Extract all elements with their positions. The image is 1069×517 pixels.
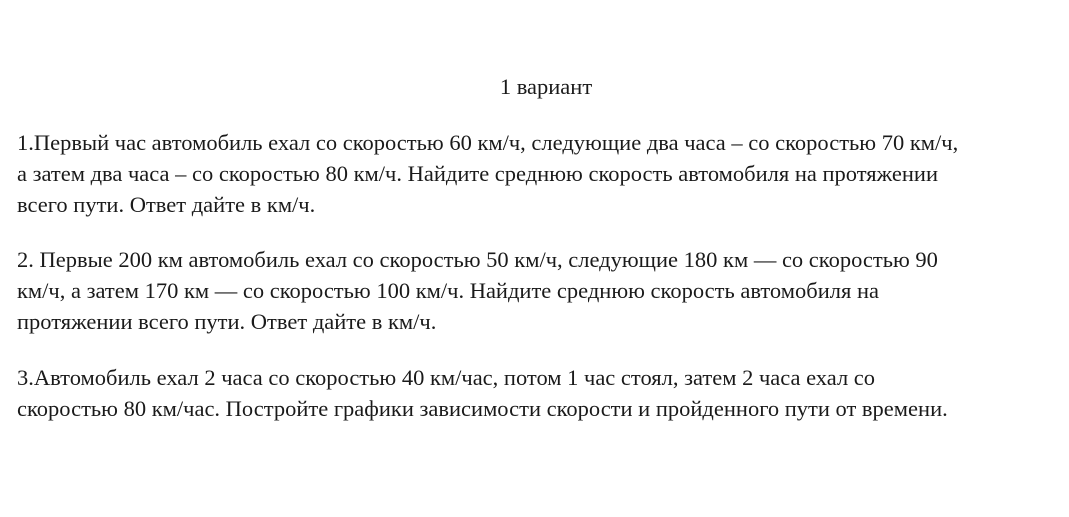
variant-title: 1 вариант xyxy=(499,74,593,99)
problem-2 xyxy=(17,244,1062,337)
problem-1 xyxy=(17,127,1062,220)
problem-3-line-2: скоростью 80 км/час. Постройте графики зависимости скорости и пройденного пути от времени. xyxy=(17,396,948,421)
problem-3 xyxy=(17,362,1062,424)
problem-1-line-2: а затем два часа – со скоростью 80 км/ч. Найдите среднюю скорость автомобиля на протяжении xyxy=(17,161,938,186)
problem-2-line-1: 2. Первые 200 км автомобиль ехал со скоростью 50 км/ч, следующие 180 км — со скоростью 90 xyxy=(17,247,938,272)
problem-2-line-2: км/ч, а затем 170 км — со скоростью 100 км/ч. Найдите среднюю скорость автомобиля на xyxy=(17,278,879,303)
problem-3-line-1: 3.Автомобиль ехал 2 часа со скоростью 40 км/час, потом 1 час стоял, затем 2 часа ехал со xyxy=(17,365,876,390)
problem-1-line-3: всего пути. Ответ дайте в км/ч. xyxy=(17,192,316,217)
problem-1-line-1: 1.Первый час автомобиль ехал со скоростью 60 км/ч, следующие два часа – со скоростью 70 км/ч, xyxy=(17,130,959,155)
problem-2-line-3: протяжении всего пути. Ответ дайте в км/ч. xyxy=(17,309,437,334)
